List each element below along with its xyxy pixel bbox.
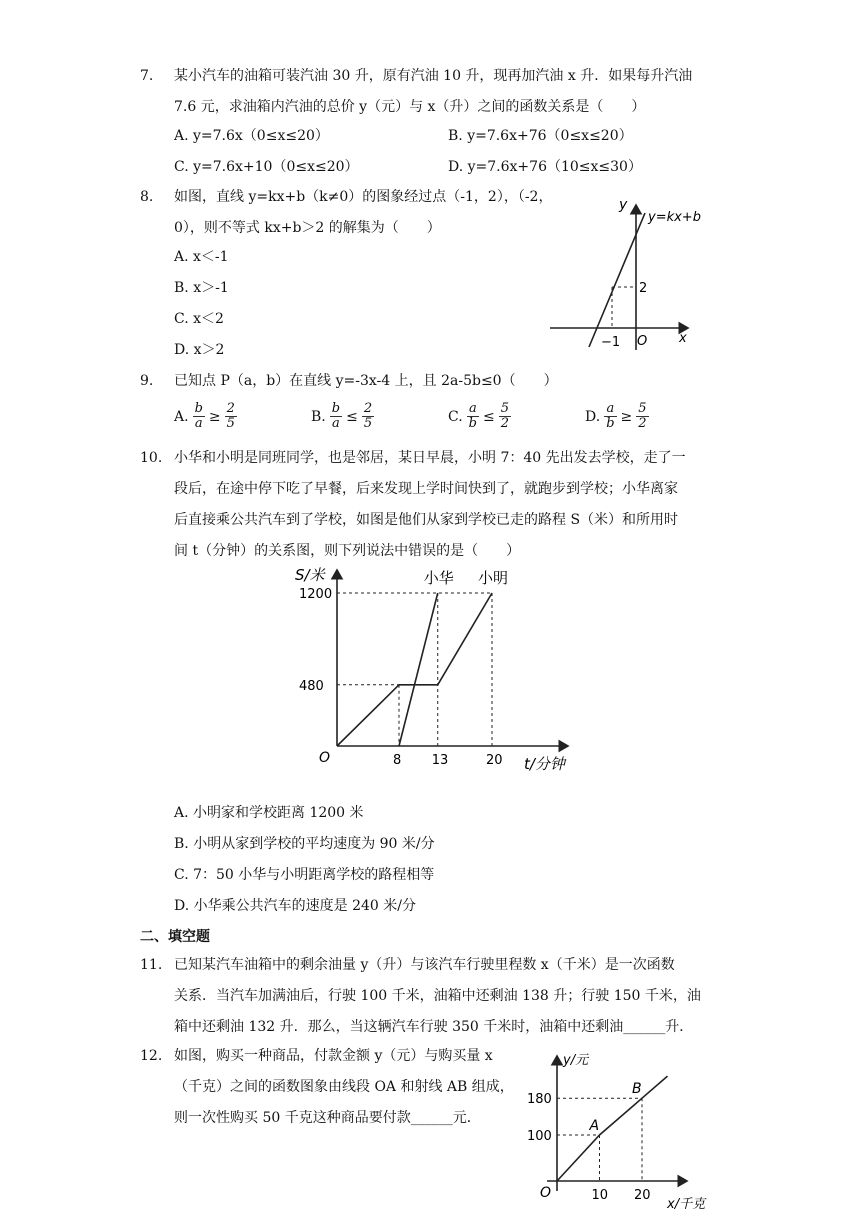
denominator: a xyxy=(332,416,340,431)
option-letter: A. xyxy=(174,408,189,425)
x-axis-label: x xyxy=(679,331,687,346)
question-text: 如图，直线 y=kx+b（k≠0）的图象经过点（-1，2），（-2， xyxy=(174,189,553,205)
question-text: 某小汽车的油箱可装汽油 30 升，原有汽油 10 升，现再加汽油 x 升．如果每升汽油 xyxy=(174,68,693,84)
x-axis-label: t/分钟 xyxy=(524,755,565,773)
series-line-小明 xyxy=(337,593,492,746)
option-c: C. x＜2 xyxy=(174,311,224,327)
option-c: C. 7：50 小华与小明距离学校的路程相等 xyxy=(174,867,435,883)
point-label: A xyxy=(589,1118,600,1134)
y-tick-label: 1200 xyxy=(299,587,333,602)
x-tick-label: 20 xyxy=(486,753,503,768)
question-text: 已知某汽车油箱中的剩余油量 y（升）与该汽车行驶里程数 x（千米）是一次函数 xyxy=(174,957,675,973)
option-a: A. 小明家和学校距离 1200 米 xyxy=(174,805,364,821)
y-axis-label: y xyxy=(619,197,628,213)
fraction xyxy=(330,402,342,431)
numerator: b xyxy=(331,401,341,416)
distance-time-chart xyxy=(290,562,580,777)
numerator: a xyxy=(604,402,616,417)
question-text: 已知点 P（a，b）在直线 y=-3x-4 上，且 2a-5b≤0（ ） xyxy=(174,373,558,389)
denominator: a xyxy=(194,416,203,431)
option-a: A. y=7.6x（0≤x≤20） xyxy=(174,128,329,144)
option-b: B. y=7.6x+76（0≤x≤20） xyxy=(448,128,633,144)
option-d: D. y=7.6x+76（10≤x≤30） xyxy=(448,159,642,175)
origin-label: O xyxy=(540,1185,552,1201)
option-a xyxy=(174,402,237,431)
question-text: 小华和小明是同班同学，也是邻居，某日早晨，小明 7：40 先出发去学校，走了一 xyxy=(174,450,686,466)
denominator: 5 xyxy=(363,416,373,431)
relation-sign: ≤ xyxy=(346,408,358,425)
question-text: 段后，在途中停下吃了早餐，后来发现上学时间快到了，就跑步到学校；小华离家 xyxy=(174,481,678,497)
series-line xyxy=(557,1076,668,1181)
option-d: D. x＞2 xyxy=(174,342,225,358)
origin-label: O xyxy=(637,334,648,349)
question-text: 如图，购买一种商品，付款金额 y（元）与购买量 x xyxy=(174,1048,493,1064)
tick-label-y: 2 xyxy=(639,281,648,296)
tick-label-x: −1 xyxy=(601,335,621,350)
series-label: 小明 xyxy=(478,569,509,587)
line-label: y=kx+b xyxy=(648,210,701,225)
fraction xyxy=(225,402,237,431)
option-b: B. x＞-1 xyxy=(174,280,229,296)
option-a: A. x＜-1 xyxy=(174,249,229,265)
question-text: （千克）之间的函数图象由线段 OA 和射线 AB 组成， xyxy=(174,1079,514,1095)
fraction xyxy=(499,402,511,431)
origin-label: O xyxy=(319,750,331,766)
option-d xyxy=(585,402,649,431)
relation-sign: ≥ xyxy=(208,408,221,425)
numerator: a xyxy=(467,402,479,417)
option-letter: B. xyxy=(311,408,326,425)
section-heading: 二、填空题 xyxy=(140,929,210,945)
y-tick-label: 480 xyxy=(299,678,324,694)
x-tick-label: 8 xyxy=(393,753,402,768)
option-letter: C. xyxy=(448,408,463,425)
denominator: 2 xyxy=(500,416,510,431)
fraction xyxy=(362,402,374,431)
option-d: D. 小华乘公共汽车的速度是 240 米/分 xyxy=(174,898,416,914)
series-label: 小华 xyxy=(423,569,454,587)
series-line-小华 xyxy=(399,593,438,746)
numerator: 5 xyxy=(500,401,510,416)
x-tick-label: 10 xyxy=(591,1188,609,1203)
y-tick-label: 180 xyxy=(527,1092,552,1108)
relation-sign: ≥ xyxy=(620,408,633,425)
x-tick-label: 20 xyxy=(634,1188,651,1203)
x-axis-label: x/千克 xyxy=(667,1197,706,1212)
question-number: 12. xyxy=(140,1048,163,1064)
y-tick-label: 100 xyxy=(527,1129,552,1144)
question-text: 后直接乘公共汽车到了学校，如图是他们从家到学校已走的路程 S（米）和所用时 xyxy=(174,512,679,528)
numerator: b xyxy=(194,401,203,416)
denominator: 5 xyxy=(226,416,235,431)
denominator: b xyxy=(468,416,477,431)
option-c xyxy=(448,402,511,431)
option-letter: D. xyxy=(585,408,601,425)
x-tick-label: 13 xyxy=(431,753,449,768)
q8-line-graph xyxy=(545,195,705,355)
denominator: b xyxy=(606,416,615,431)
question-number: 7. xyxy=(140,68,154,84)
numerator: 2 xyxy=(226,401,235,416)
question-text: 则一次性购买 50 千克这种商品要付款______元． xyxy=(174,1110,481,1126)
question-text: 0），则不等式 kx+b＞2 的解集为（ ） xyxy=(174,220,441,236)
y-axis-label: S/米 xyxy=(295,566,325,584)
question-text: 关系．当汽车加满油后，行驶 100 千米，油箱中还剩油 138 升；行驶 150 千米，油 xyxy=(174,988,701,1004)
question-number: 8. xyxy=(140,189,154,205)
relation-sign: ≤ xyxy=(483,408,495,425)
question-number: 11. xyxy=(140,957,163,973)
fraction xyxy=(636,402,648,431)
fraction xyxy=(604,402,616,431)
question-number: 9. xyxy=(140,373,154,389)
y-axis-label: y/元 xyxy=(563,1053,589,1068)
numerator: 2 xyxy=(363,401,373,416)
point-label: B xyxy=(632,1081,642,1098)
question-text: 箱中还剩油 132 升．那么，当这辆汽车行驶 350 千米时，油箱中还剩油______升． xyxy=(174,1019,694,1035)
numerator: 5 xyxy=(638,401,647,416)
option-b: B. 小明从家到学校的平均速度为 90 米/分 xyxy=(174,836,435,852)
question-text: 7.6 元，求油箱内汽油的总价 y（元）与 x（升）之间的函数关系是（ ） xyxy=(174,99,646,115)
fraction xyxy=(467,402,479,431)
price-quantity-chart xyxy=(515,1048,720,1213)
denominator: 2 xyxy=(638,416,647,431)
option-c: C. y=7.6x+10（0≤x≤20） xyxy=(174,159,359,175)
question-number: 10. xyxy=(140,450,163,466)
option-b xyxy=(311,402,374,431)
fraction xyxy=(193,402,205,431)
question-text: 间 t（分钟）的关系图，则下列说法中错误的是（ ） xyxy=(174,543,521,559)
